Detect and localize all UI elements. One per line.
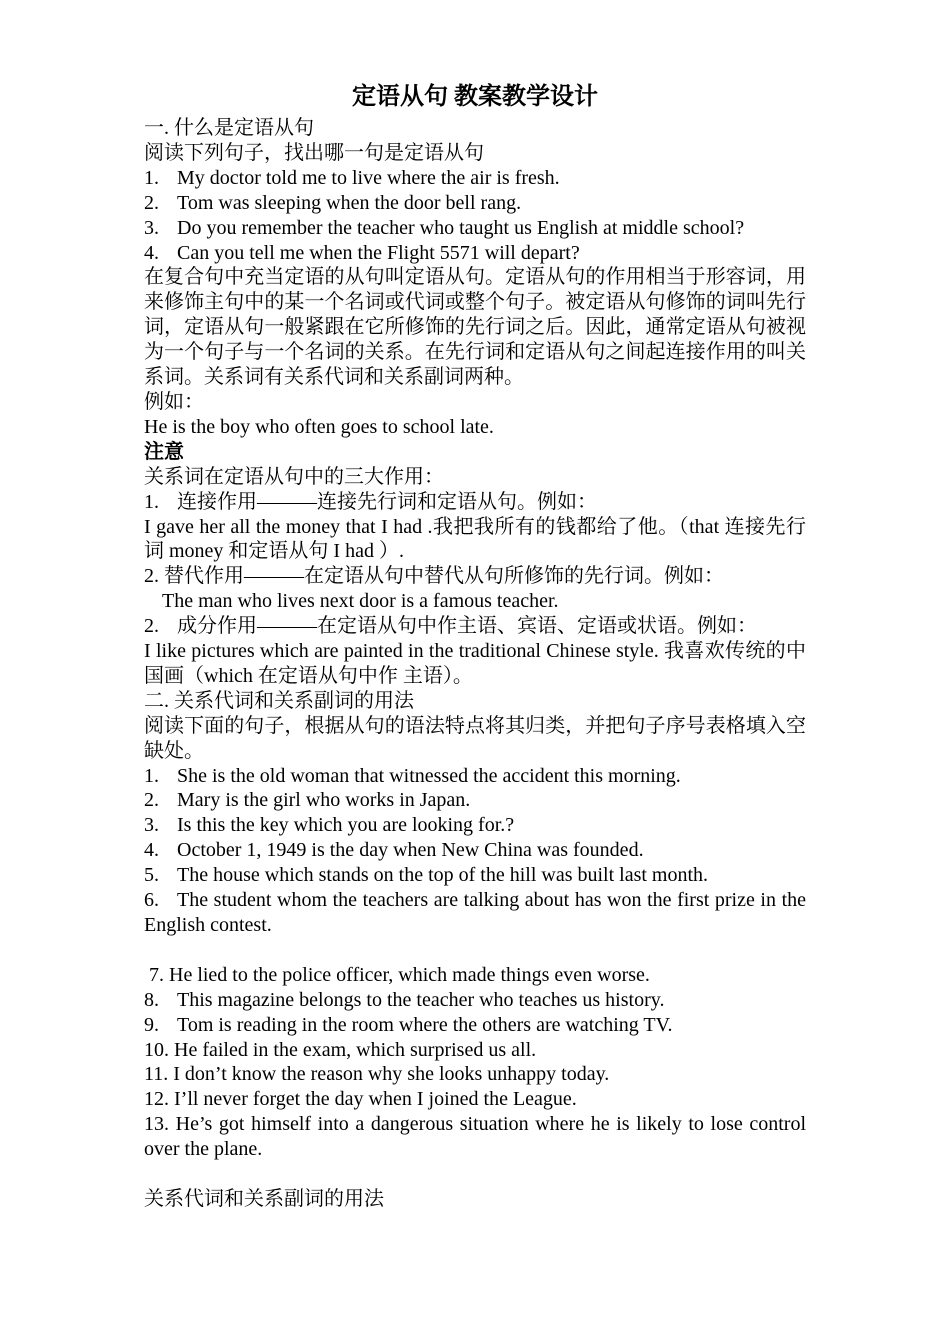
sentence-text: Is this the key which you are looking for.?: [177, 814, 515, 837]
sentence-number: 1.: [144, 166, 159, 189]
role-item: [144, 490, 806, 515]
sentence-number: 4.: [144, 241, 159, 264]
sentence-number: 2.: [144, 789, 159, 812]
role-item: [144, 614, 806, 639]
role-number: 1.: [144, 490, 159, 513]
footer-heading: 关系代词和关系副词的用法: [144, 1187, 384, 1210]
practice-sentence: [144, 988, 806, 1013]
practice-sentence: [144, 764, 806, 789]
sentence-number: 4.: [144, 839, 159, 862]
sentence-text: The house which stands on the top of the hill was built last month.: [177, 864, 709, 887]
practice-sentence: [144, 813, 806, 838]
section1-instruction: 阅读下列句子，找出哪一句是定语从句: [144, 141, 484, 164]
sentence-number: 6.: [144, 889, 159, 912]
example-sentence: [144, 216, 806, 241]
sentence-text: October 1, 1949 is the day when New China was founded.: [177, 839, 644, 862]
blank-line: [144, 1162, 806, 1187]
roles-heading: 关系词在定语从句中的三大作用：: [144, 465, 444, 488]
practice-sentence: [144, 1013, 806, 1038]
sentence-text: Mary is the girl who works in Japan.: [177, 789, 471, 812]
practice-sentence: [144, 888, 806, 938]
sentence-number: 3.: [144, 814, 159, 837]
practice-sentence: 11. I don’t know the reason why she looks unhappy today.: [144, 1063, 610, 1086]
role-text: 连接作用———连接先行词和定语从句。例如：: [177, 490, 597, 513]
practice-sentence: 12. I’ll never forget the day when I joined the League.: [144, 1088, 577, 1111]
example-text: He is the boy who often goes to school late.: [144, 415, 494, 438]
role-example: I like pictures which are painted in the traditional Chinese style. 我喜欢传统的中国画（which 在定语从句中作 主语）。: [144, 640, 806, 687]
definition-paragraph: 在复合句中充当定语的从句叫定语从句。定语从句的作用相当于形容词，用来修饰主句中的某一个名词或代词或整个句子。被定语从句修饰的词叫先行词，定语从句一般紧跟在它所修饰的先行词之后。因此，通常定语从句被视为一个句子与一个名词的关系。在先行词和定语从句之间起连接作用的叫关系词。关系词有关系代词和关系副词两种。: [144, 266, 806, 389]
role-example: I gave her all the money that I had .我把我所有的钱都给了他。（that 连接先行词 money 和定语从句 I had ）.: [144, 515, 806, 563]
sentence-number: 5.: [144, 864, 159, 887]
document-title: 定语从句 教案教学设计: [352, 84, 598, 110]
sentence-text: Tom is reading in the room where the others are watching TV.: [177, 1013, 673, 1036]
sentence-text: Tom was sleeping when the door bell rang.: [177, 191, 522, 214]
blank-line: [144, 938, 806, 963]
practice-sentence: 10. He failed in the exam, which surprised us all.: [144, 1038, 537, 1061]
example-sentence: [144, 191, 806, 216]
sentence-text: This magazine belongs to the teacher who teaches us history.: [177, 988, 665, 1011]
sentence-number: 2.: [144, 191, 159, 214]
note-heading: 注意: [144, 440, 184, 463]
section1-heading: 一. 什么是定语从句: [144, 117, 314, 139]
document-page: [144, 82, 806, 1212]
sentence-text: Can you tell me when the Flight 5571 will depart?: [177, 241, 580, 264]
role-number: 2.: [144, 615, 159, 638]
sentence-number: 1.: [144, 764, 159, 787]
sentence-number: 3.: [144, 216, 159, 239]
example-sentence: [144, 166, 806, 191]
practice-sentence: [144, 838, 806, 863]
example-label: 例如：: [144, 390, 204, 413]
sentence-number: 8.: [144, 988, 159, 1011]
role-example: The man who lives next door is a famous teacher.: [162, 590, 559, 613]
sentence-text: My doctor told me to live where the air is fresh.: [177, 166, 560, 189]
role-text: 成分作用———在定语从句中作主语、宾语、定语或状语。例如：: [177, 615, 757, 638]
sentence-text: She is the old woman that witnessed the accident this morning.: [177, 764, 681, 787]
sentence-text: Do you remember the teacher who taught us English at middle school?: [177, 216, 745, 239]
practice-sentence: 7. He lied to the police officer, which made things even worse.: [149, 963, 650, 986]
practice-sentence: 13. He’s got himself into a dangerous situation where he is likely to lose control over the plane.: [144, 1113, 806, 1161]
sentence-text: The student whom the teachers are talking about has won the first prize in the English contest.: [144, 889, 806, 936]
role-item: 2. 替代作用———在定语从句中替代从句所修饰的先行词。例如：: [144, 565, 724, 588]
section2-instruction: 阅读下面的句子，根据从句的语法特点将其归类，并把句子序号表格填入空缺处。: [144, 714, 806, 762]
example-sentence: [144, 241, 806, 266]
section2-heading: 二. 关系代词和关系副词的用法: [144, 689, 414, 712]
sentence-number: 9.: [144, 1013, 159, 1036]
practice-sentence: [144, 788, 806, 813]
practice-sentence: [144, 863, 806, 888]
